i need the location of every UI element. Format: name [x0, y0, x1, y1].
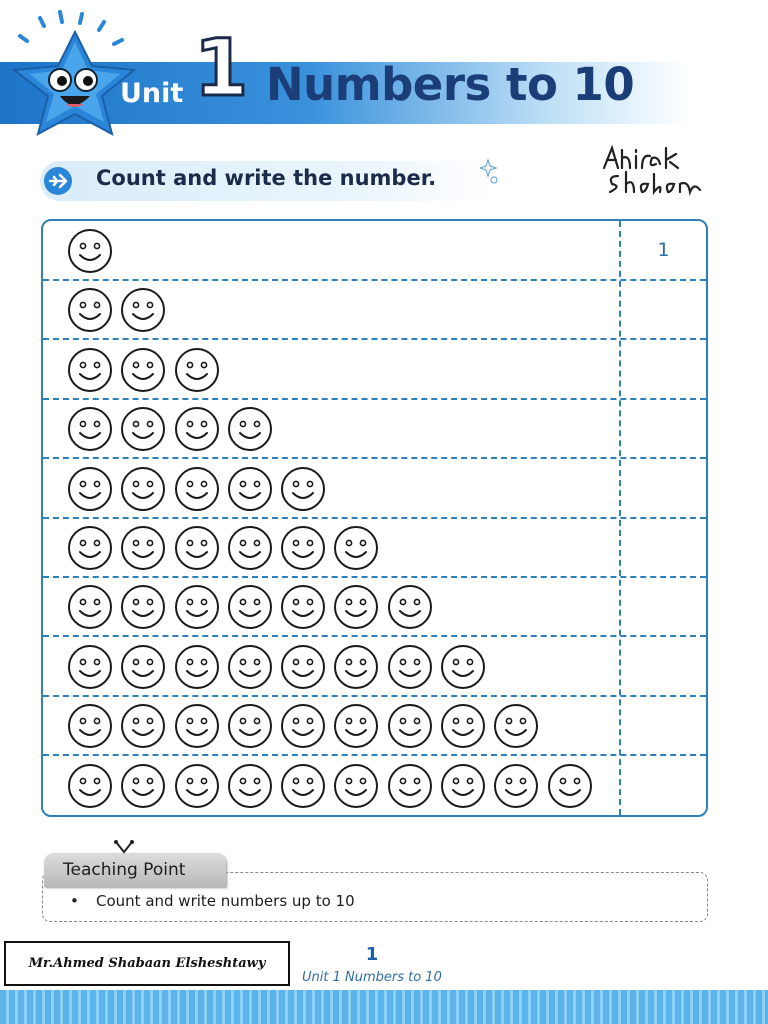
- smiley-face-icon: [120, 466, 166, 512]
- author-signature-logo: [598, 142, 708, 198]
- table-row: [43, 696, 706, 756]
- counting-table: [41, 219, 708, 817]
- smiley-face-icon: [174, 347, 220, 393]
- smiley-face-icon: [227, 525, 273, 571]
- smiley-face-icon: [67, 763, 113, 809]
- answer-cell[interactable]: [621, 280, 706, 338]
- smiley-face-icon: [67, 466, 113, 512]
- smiley-face-icon: [387, 644, 433, 690]
- face-group: [67, 584, 440, 630]
- smiley-face-icon: [120, 644, 166, 690]
- plane-icon: [43, 166, 73, 196]
- table-row: [43, 459, 706, 519]
- unit-word: Unit: [120, 78, 184, 109]
- smiley-face-icon: [67, 347, 113, 393]
- table-row: [43, 637, 706, 697]
- smiley-face-icon: [174, 406, 220, 452]
- smiley-face-icon: [280, 644, 326, 690]
- table-row: [43, 756, 706, 816]
- face-group: [67, 347, 227, 393]
- face-group: [67, 287, 174, 333]
- smiley-face-icon: [333, 584, 379, 630]
- teaching-point-text: Count and write numbers up to 10: [96, 892, 355, 910]
- smiley-face-icon: [174, 763, 220, 809]
- answer-cell[interactable]: [621, 696, 706, 754]
- smiley-face-icon: [67, 287, 113, 333]
- page-number: 1: [365, 944, 379, 965]
- answer-cell[interactable]: [621, 399, 706, 457]
- face-group: [67, 644, 493, 690]
- smiley-face-icon: [440, 644, 486, 690]
- smiley-face-icon: [120, 287, 166, 333]
- smiley-face-icon: [547, 763, 593, 809]
- antenna-icon: [112, 840, 136, 856]
- bullet: •: [70, 892, 79, 910]
- smiley-face-icon: [174, 644, 220, 690]
- smiley-face-icon: [227, 406, 273, 452]
- smiley-face-icon: [67, 406, 113, 452]
- smiley-face-icon: [493, 703, 539, 749]
- smiley-face-icon: [120, 584, 166, 630]
- smiley-face-icon: [120, 525, 166, 571]
- instruction-text: Count and write the number.: [96, 166, 437, 190]
- smiley-face-icon: [280, 584, 326, 630]
- smiley-face-icon: [333, 703, 379, 749]
- smiley-face-icon: [280, 525, 326, 571]
- smiley-face-icon: [67, 228, 113, 274]
- table-row: [43, 518, 706, 578]
- table-row: [43, 221, 706, 281]
- table-row: [43, 280, 706, 340]
- smiley-face-icon: [67, 584, 113, 630]
- face-group: [67, 525, 387, 571]
- smiley-face-icon: [120, 406, 166, 452]
- smiley-face-icon: [174, 703, 220, 749]
- answer-cell[interactable]: 1: [657, 239, 670, 261]
- answer-cell[interactable]: [621, 518, 706, 576]
- smiley-face-icon: [174, 525, 220, 571]
- smiley-face-icon: [387, 703, 433, 749]
- smiley-face-icon: [387, 763, 433, 809]
- smiley-face-icon: [67, 525, 113, 571]
- smiley-face-icon: [227, 584, 273, 630]
- smiley-face-icon: [120, 347, 166, 393]
- smiley-face-icon: [227, 644, 273, 690]
- smiley-face-icon: [174, 466, 220, 512]
- face-group: [67, 406, 280, 452]
- teaching-point-label: Teaching Point: [63, 860, 186, 880]
- smiley-face-icon: [227, 703, 273, 749]
- unit-number: 1: [194, 24, 249, 114]
- star-mascot-icon: [0, 8, 150, 143]
- answer-cell[interactable]: [621, 756, 706, 814]
- answer-cell[interactable]: [621, 459, 706, 517]
- smiley-face-icon: [333, 525, 379, 571]
- answer-cell[interactable]: [621, 637, 706, 695]
- footer-stripe: [0, 990, 768, 1024]
- smiley-face-icon: [280, 763, 326, 809]
- smiley-face-icon: [333, 644, 379, 690]
- smiley-face-icon: [174, 584, 220, 630]
- smiley-face-icon: [440, 703, 486, 749]
- smiley-face-icon: [120, 703, 166, 749]
- smiley-face-icon: [280, 466, 326, 512]
- face-group: [67, 466, 333, 512]
- smiley-face-icon: [67, 703, 113, 749]
- smiley-face-icon: [67, 644, 113, 690]
- smiley-face-icon: [387, 584, 433, 630]
- smiley-face-icon: [227, 763, 273, 809]
- table-row: [43, 340, 706, 400]
- face-group: [67, 763, 600, 809]
- answer-cell[interactable]: [621, 340, 706, 398]
- smiley-face-icon: [333, 763, 379, 809]
- footer-caption: Unit 1 Numbers to 10: [302, 970, 442, 985]
- smiley-face-icon: [440, 763, 486, 809]
- answer-cell[interactable]: [621, 577, 706, 635]
- smiley-face-icon: [120, 763, 166, 809]
- smiley-face-icon: [493, 763, 539, 809]
- table-row: [43, 399, 706, 459]
- face-group: [67, 228, 120, 274]
- sparkle-icon: [480, 158, 502, 188]
- page-title: Numbers to 10: [266, 58, 635, 111]
- face-group: [67, 703, 547, 749]
- smiley-face-icon: [280, 703, 326, 749]
- author-name-box: Mr.Ahmed Shabaan Elsheshtawy: [4, 941, 290, 986]
- smiley-face-icon: [227, 466, 273, 512]
- table-row: [43, 577, 706, 637]
